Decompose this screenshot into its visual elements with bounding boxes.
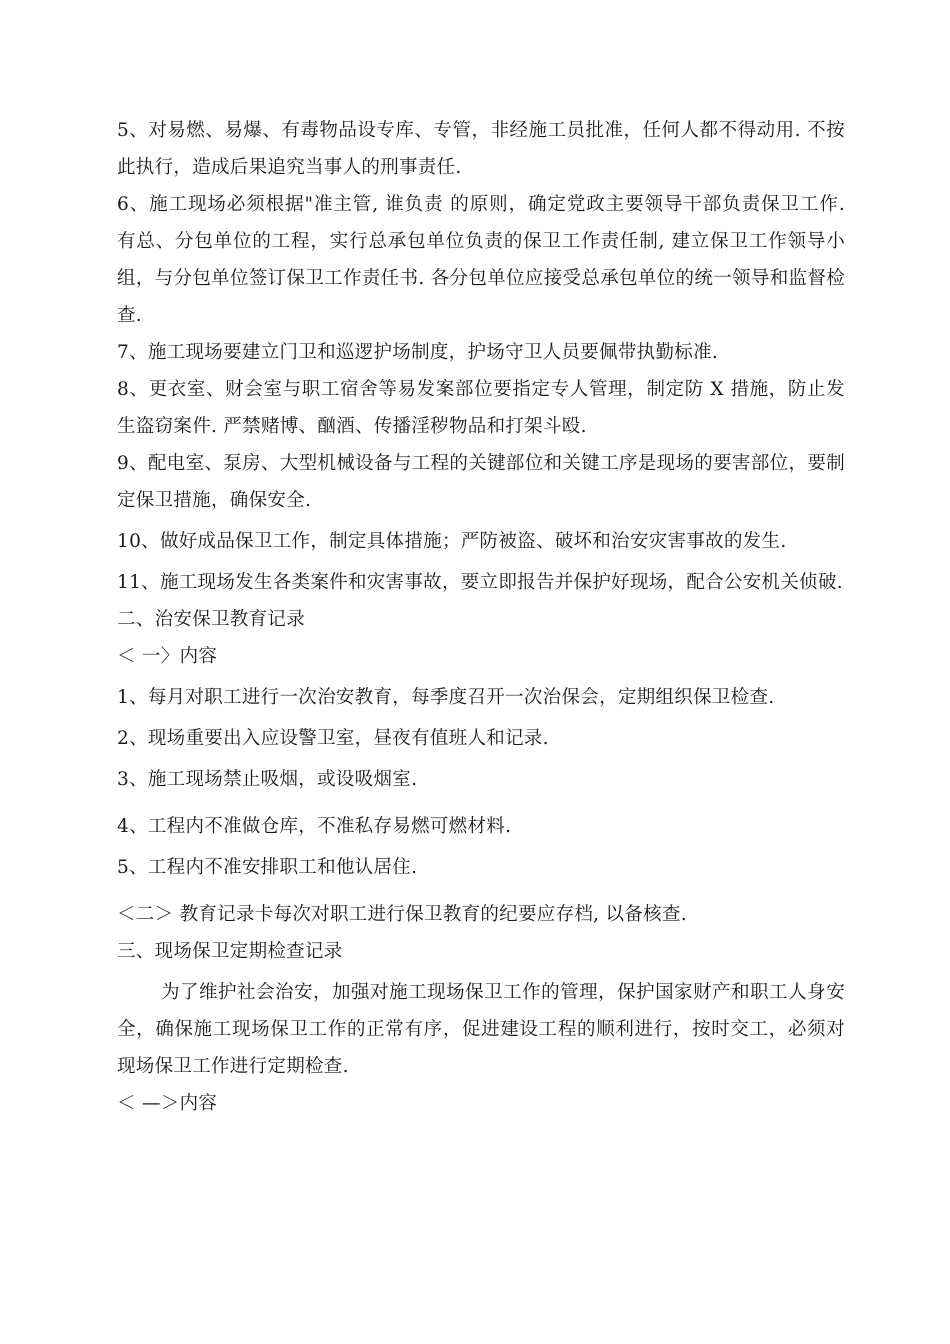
paragraph-item-6-responsibility: 6、施工现场必须根据"准主管, 谁负责 的原则，确定党政主要领导干部负责保卫工作. 有总、分包单位的工程，实行总承包单位负责的保卫工作责任制, 建立保卫工作领导小组，与分包单位签订保卫工作责任书. 各分包单位应接受总承包单位的统一领导和监督检查.	[117, 194, 845, 326]
list-item-3-no-smoking: 3、施工现场禁止吸烟，或设吸烟室.	[117, 769, 418, 790]
paragraph-item-10-finished-products: 10、做好成品保卫工作，制定具体措施；严防被盗、破坏和治安灾害事故的发生.	[117, 531, 787, 552]
list-item-2-guard-room: 2、现场重要出入应设警卫室，昼夜有值班人和记录.	[117, 728, 549, 749]
list-item-4-no-warehouse: 4、工程内不准做仓库，不准私存易燃可燃材料.	[117, 816, 512, 837]
list-item-5-no-residence: 5、工程内不准安排职工和他认居住.	[117, 857, 418, 878]
paragraph-item-9-key-locations: 9、配电室、泵房、大型机械设备与工程的关键部位和关键工序是现场的要害部位，要制定保卫措施，确保安全.	[117, 453, 845, 511]
paragraph-item-8-theft-prevention: 8、更衣室、财会室与职工宿舍等易发案部位要指定专人管理，制定防 X 措施，防止发生盗窃案件. 严禁赌博、酗酒、传播淫秽物品和打架斗殴.	[117, 379, 845, 437]
document-body	[117, 112, 845, 1122]
list-item-1-monthly-education: 1、每月对职工进行一次治安教育，每季度召开一次治保会，定期组织保卫检查.	[117, 687, 775, 708]
paragraph-item-7-gate-patrol: 7、施工现场要建立门卫和巡逻护场制度，护场守卫人员要佩带执勤标准.	[117, 342, 719, 363]
subsection-education-record-card: ＜二＞ 教育记录卡每次对职工进行保卫教育的纪要应存档, 以备核查.	[117, 904, 687, 925]
subsection-heading-content: ＜ 一〉内容	[117, 646, 218, 667]
section-heading-2: 二、治安保卫教育记录	[117, 609, 306, 630]
paragraph-item-5-hazardous-storage: 5、对易燃、易爆、有毒物品设专库、专管，非经施工员批准，任何人都不得动用. 不按此执行，造成后果追究当事人的刑事责任.	[117, 120, 845, 178]
body-paragraph-periodic-inspection: 为了维护社会治安，加强对施工现场保卫工作的管理，保护国家财产和职工人身安全，确保施工现场保卫工作的正常有序，促进建设工程的顺利进行，按时交工，必须对现场保卫工作进行定期检查.	[117, 982, 845, 1077]
subsection-heading-content-2: ＜ —＞内容	[117, 1093, 218, 1114]
section-heading-3: 三、现场保卫定期检查记录	[117, 941, 343, 962]
paragraph-item-11-incident-report: 11、施工现场发生各类案件和灾害事故，要立即报告并保护好现场，配合公安机关侦破.	[117, 572, 843, 593]
